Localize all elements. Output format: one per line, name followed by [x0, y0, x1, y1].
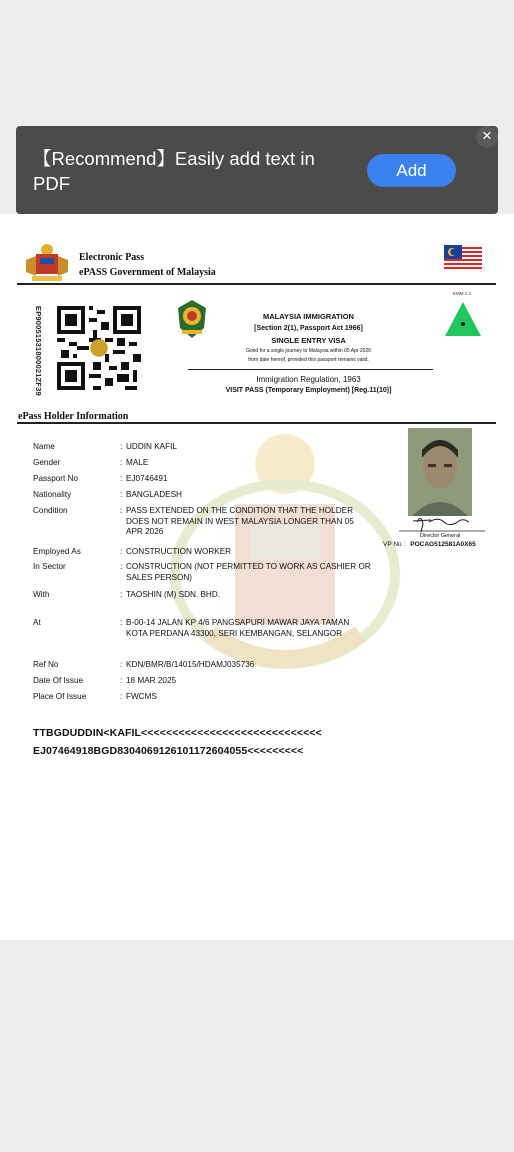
vp-label: VP No :	[383, 541, 406, 548]
field-label: In Sector	[33, 562, 66, 571]
field-colon: :	[120, 442, 123, 451]
field-value: FWCMS	[126, 692, 157, 701]
mrz-line-1: TTBGDUDDIN<KAFIL<<<<<<<<<<<<<<<<<<<<<<<<<<<<<	[33, 727, 322, 739]
field-value: BANGLADESH	[126, 490, 182, 499]
field-colon: :	[120, 660, 123, 669]
field-label: Condition	[33, 506, 68, 515]
field-value: KDN/BMR/B/14015/HDAMJ035736	[126, 660, 255, 669]
field-row	[33, 618, 371, 639]
visa-line-1: MALAYSIA IMMIGRATION	[263, 312, 354, 321]
malaysia-flag-icon	[444, 245, 482, 271]
holder-photo	[408, 428, 472, 516]
malaysia-crest-logo	[22, 242, 72, 284]
field-label: Passport No	[33, 474, 79, 483]
header-title: Electronic Pass	[79, 252, 145, 263]
field-label: Nationality	[33, 490, 72, 499]
field-row	[33, 547, 371, 558]
visa-line-2: [Section 2(1), Passport Act 1966]	[254, 325, 363, 332]
visa-line-4: Good for a single journey to Malaysia within 05 Apr 2026	[245, 348, 372, 354]
banner-text: 【Recommend】Easily add text in PDF	[33, 148, 315, 194]
visa-line-5: from date hereof, provided this passport remains valid.	[248, 357, 369, 363]
field-label: Place Of Issue	[33, 692, 87, 701]
mrz-line-2: EJ07464918BGD8304069126101172604055<<<<<<<<<	[33, 745, 304, 757]
field-row	[33, 590, 371, 601]
field-value: UDDIN KAFIL	[126, 442, 177, 451]
green-triangle-icon	[445, 302, 481, 336]
field-colon: :	[120, 562, 123, 571]
field-label: Employed As	[33, 547, 81, 556]
field-row	[33, 490, 371, 501]
field-row	[33, 676, 371, 687]
field-value: CONSTRUCTION WORKER	[126, 547, 232, 556]
field-colon: :	[120, 474, 123, 483]
add-button[interactable]: Add	[367, 154, 456, 187]
vp-value: POCAG512581A0X65	[410, 541, 476, 548]
field-value: B-00-14 JALAN KP 4/6 PANGSAPURI MAWAR JAYA TAMAN KOTA PERDANA 43300, SERI KEMBANGAN, SELANGOR	[126, 618, 350, 638]
field-row	[33, 660, 371, 671]
field-colon: :	[120, 692, 123, 701]
director-general-label: Director General	[420, 533, 461, 539]
field-value: MALE	[126, 458, 149, 467]
field-row	[33, 474, 371, 485]
close-icon[interactable]: ×	[476, 126, 498, 148]
header-subtitle: ePASS Government of Malaysia	[79, 267, 216, 278]
field-colon: :	[120, 547, 123, 556]
field-label: With	[33, 590, 50, 599]
field-colon: :	[120, 590, 123, 599]
field-colon: :	[120, 506, 123, 515]
field-value: 18 MAR 2025	[126, 676, 177, 685]
field-colon: :	[120, 676, 123, 685]
visa-line-3: SINGLE ENTRY VISA	[271, 336, 346, 345]
holder-section-title: ePass Holder Information	[18, 411, 129, 422]
field-colon: :	[120, 490, 123, 499]
visit-pass-type: VISIT PASS (Temporary Employment) [Reg.11(10)]	[225, 387, 392, 394]
field-row	[33, 692, 371, 703]
vertical-document-code: EP90051531800021ZF39	[34, 306, 43, 396]
form-code: EMM 1.2	[453, 291, 472, 296]
field-value: PASS EXTENDED ON THE CONDITION THAT THE HOLDER DOES NOT REMAIN IN WEST MALAYSIA LONGER THAN 05 APR 2026	[126, 506, 354, 536]
field-label: Name	[33, 442, 55, 451]
field-row	[33, 442, 371, 453]
field-value: EJ0746491	[126, 474, 168, 483]
field-row	[33, 506, 371, 538]
field-value: CONSTRUCTION (NOT PERMITTED TO WORK AS CASHIER OR SALES PERSON)	[126, 562, 371, 582]
epass-document	[0, 214, 514, 940]
field-label: Gender	[33, 458, 61, 467]
director-signature	[399, 512, 485, 534]
qr-code	[57, 306, 141, 390]
field-colon: :	[120, 458, 123, 467]
visa-header	[216, 311, 401, 365]
field-label: At	[33, 618, 41, 627]
visa-divider	[188, 369, 433, 370]
field-value: TAOSHIN (M) SDN. BHD.	[126, 590, 221, 599]
field-colon: :	[120, 618, 123, 627]
holder-divider	[17, 422, 496, 424]
field-label: Ref No	[33, 660, 59, 669]
field-row	[33, 458, 371, 469]
immigration-emblem-logo	[174, 298, 210, 340]
vp-number	[383, 541, 476, 548]
recommend-banner	[16, 126, 498, 214]
immigration-regulation: Immigration Regulation, 1963	[256, 375, 361, 384]
header-divider	[17, 283, 496, 285]
field-label: Date Of Issue	[33, 676, 84, 685]
field-row	[33, 562, 371, 583]
